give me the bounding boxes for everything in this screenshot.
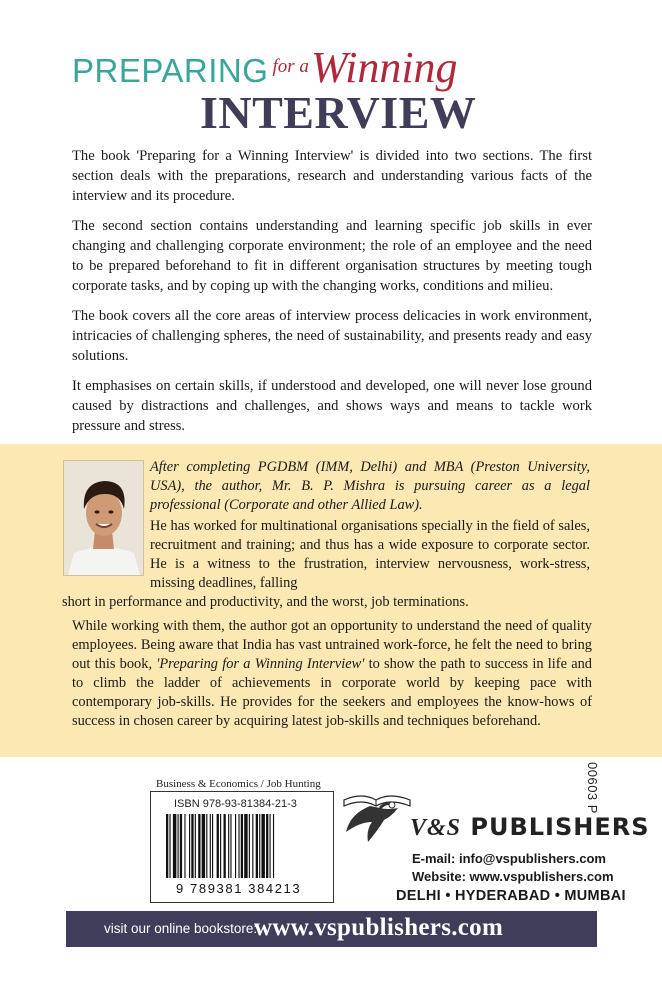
- barcode-bar: [244, 814, 247, 878]
- barcode-bar: [261, 814, 264, 878]
- side-code: 00603 P: [585, 762, 600, 814]
- footer-label: visit our online bookstore:: [104, 921, 258, 936]
- barcode-bar: [184, 814, 185, 878]
- author-experience-tail: short in performance and productivity, and the worst, job terminations.: [62, 594, 469, 610]
- barcode-bar: [202, 814, 205, 878]
- barcode-number: 9 789381 384213: [176, 881, 302, 896]
- title-interview: INTERVIEW: [200, 87, 477, 138]
- barcode-bar: [241, 814, 243, 878]
- barcode-bar: [270, 814, 271, 878]
- description-paragraph: It emphasises on certain skills, if understood and developed, one will never lose ground caused by distractions and challenges, and shows ways and means to tackle work pressure and stress.: [72, 378, 592, 434]
- author-motivation-text-b: to show the path to success in life and to climb the ladder of achievements in corporate world by keeping pace with contemporary job-skills. He provides for the seekers and employees the know-hows of success in chosen career by acquiring latest job-skills and techniques beforehand.: [72, 656, 592, 729]
- barcode-bar: [273, 814, 274, 878]
- barcode-bar: [224, 814, 226, 878]
- barcode-bar: [220, 814, 221, 878]
- barcode-bar: [195, 814, 196, 878]
- publisher-eagle-logo: [340, 770, 414, 850]
- barcode-bar: [256, 814, 258, 878]
- barcode-bar: [259, 814, 260, 878]
- title-for-a: for a: [272, 56, 309, 77]
- footer-url: www.vspublishers.com: [254, 914, 504, 941]
- barcode-bar: [235, 814, 236, 878]
- author-experience-text: He has worked for multinational organisations specially in the field of sales, recruitment and training; and thus has a wide exposure to corporate sector. He is a witness to the frustration, interview nervousness, work-stress, missing deadlines, falling: [150, 518, 590, 591]
- publisher-email: E-mail: info@vspublishers.com: [412, 851, 606, 866]
- barcode-bar: [198, 814, 200, 878]
- book-description: [72, 146, 592, 436]
- isbn-text: ISBN 978-93-81384-21-3: [174, 798, 297, 810]
- author-motivation-text-a: While working with them, the author got an opportunity to understand the need of quality employees. Being aware that India has vast untrained work-force, he felt the need to bring out this book,: [72, 618, 592, 672]
- publisher-name: [410, 813, 650, 842]
- barcode-bar: [217, 814, 219, 878]
- title-line-1: [72, 42, 458, 90]
- barcode-bar: [230, 814, 231, 878]
- barcode-bars: [160, 812, 324, 882]
- publisher-word: PUBLISHERS: [470, 813, 650, 841]
- barcode-bar: [228, 814, 229, 878]
- footer-bar: [66, 911, 597, 947]
- author-motivation: [72, 617, 592, 731]
- publisher-cities: DELHI • HYDERABAD • MUMBAI: [396, 888, 626, 904]
- barcode-bar: [191, 814, 193, 878]
- barcode-bar: [212, 814, 213, 878]
- barcode-bar: [166, 814, 168, 878]
- barcode-bar: [249, 814, 250, 878]
- author-photo: [63, 460, 144, 576]
- description-paragraph: The book covers all the core areas of interview process delicacies in work environment, intricacies of challenging spheres, the need of sustainability, and presents ready and easy solutions.: [72, 308, 592, 364]
- description-paragraph: The book 'Preparing for a Winning Interview' is divided into two sections. The first section deals with the preparations, research and understanding various facts of the interview and its procedure.: [72, 148, 592, 204]
- barcode-bar: [266, 814, 268, 878]
- publisher-website: Website: www.vspublishers.com: [412, 869, 614, 884]
- barcode-bar: [169, 814, 170, 878]
- book-category: Business & Economics / Job Hunting: [156, 778, 321, 790]
- barcode-bar: [173, 814, 176, 878]
- publisher-initials: V&S: [410, 815, 462, 841]
- title-winning: Winning: [310, 43, 458, 92]
- barcode-bar: [252, 814, 253, 878]
- barcode-bar: [238, 814, 239, 878]
- barcode-bar: [206, 814, 207, 878]
- author-intro: After completing PGDBM (IMM, Delhi) and MBA (Preston University, USA), the author, Mr. B. P. Mishra is pursuing career as a legal professional (Corporate and other Allied Law).: [150, 459, 590, 513]
- book-title-reference: 'Preparing for a Winning Interview': [156, 656, 365, 672]
- barcode-bar: [180, 814, 182, 878]
- barcode-bar: [189, 814, 190, 878]
- barcode-bar: [178, 814, 179, 878]
- barcode-bar: [210, 814, 211, 878]
- description-paragraph: The second section contains understanding and learning specific job skills in ever changing and challenging corporate environment; the role of an employee and the need to be prepared beforehand to fit in different organisation structures by meeting tough corporate tasks, and by coping up with the changing works, conditions and milieu.: [72, 218, 592, 294]
- title-preparing: PREPARING: [72, 52, 269, 89]
- author-experience: [62, 517, 590, 612]
